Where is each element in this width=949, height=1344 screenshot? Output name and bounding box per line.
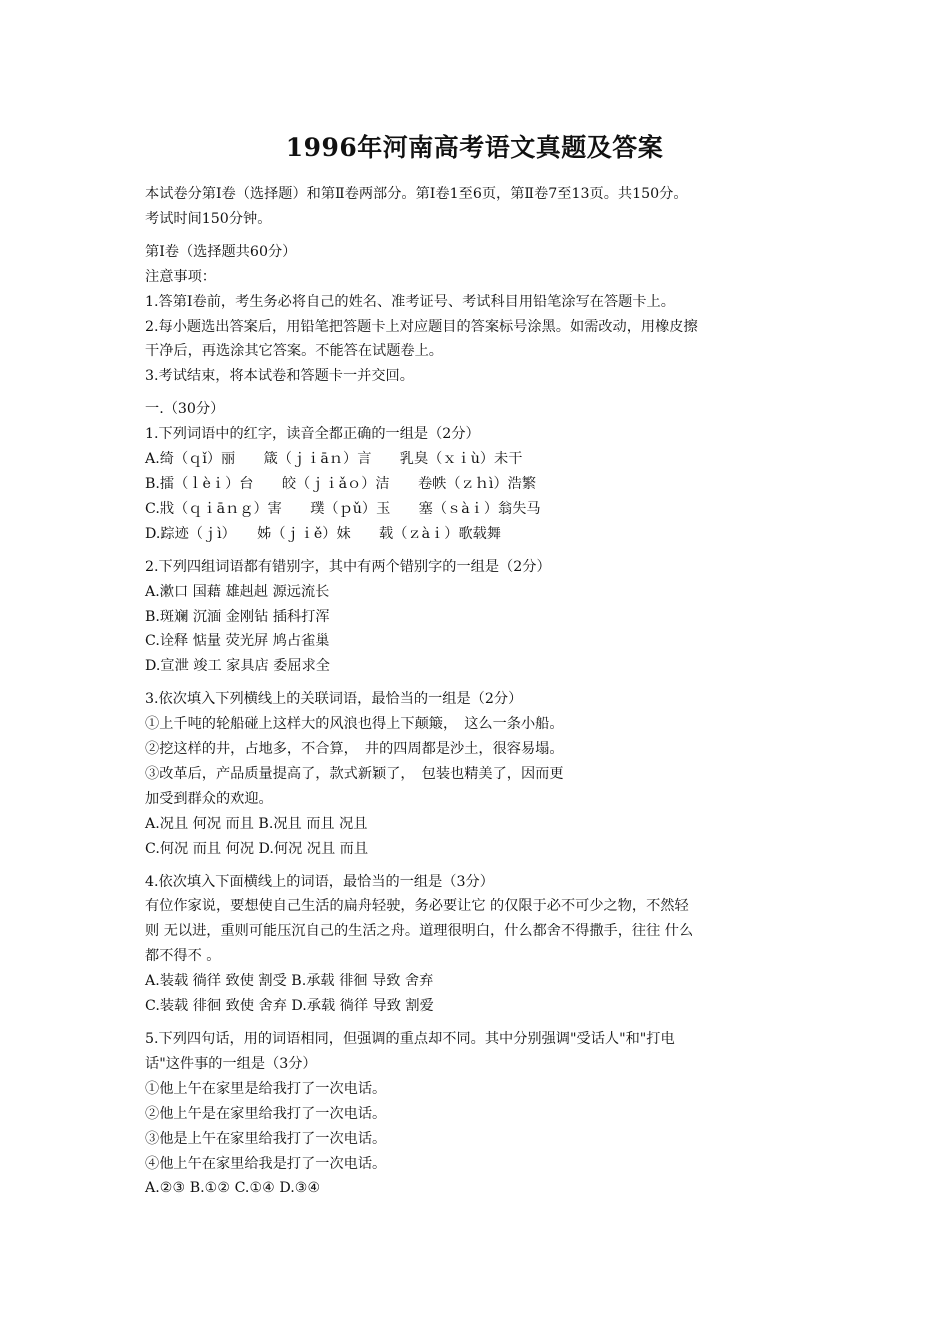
question-line: 都不得不 。 [145,948,221,965]
notes-label: 注意事项： [145,268,216,285]
question-line: 则 无以进，重则可能压沉自己的生活之舟。道理很明白，什么都舍不得撒手，往往 什么 [145,923,694,940]
note-line: 1.答第Ⅰ卷前，考生务必将自己的姓名、准考证号、考试科目用铅笔涂写在答题卡上。 [145,293,675,310]
option-line: A.漱口 国藉 雄赳赳 源远流长 [145,583,330,600]
option-line: A.②③ B.①② C.①④ D.③④ [145,1180,321,1197]
intro-line: 考试时间150分钟。 [145,210,272,227]
note-line: 2.每小题选出答案后，用铅笔把答题卡上对应题目的答案标号涂黑。如需改动，用橡皮擦 [145,318,698,335]
question-line: ①他上午在家里是给我打了一次电话。 [145,1080,387,1097]
question [145,870,825,1019]
section-notes [145,240,825,389]
option-line: C.诠释 惦量 荧光屏 鸠占雀巢 [145,633,330,650]
question-line: 有位作家说，要想使自己生活的扁舟轻驶，务必要让它 的仅限于必不可少之物，不然轻 [145,898,689,915]
option-line: A.绮（ｑǐ）丽 箴（ｊｉāｎ）言 乳臭（ｘｉù）未干 [145,451,523,468]
question [145,687,825,861]
option-line: D.宣泄 竣工 家具店 委屈求全 [145,658,330,675]
option-line: A.况且 何况 而且 B.况且 而且 况且 [145,815,368,832]
option-line: D.踪迹（ｊì） 姊（ｊｉě）妹 载（ｚàｉ）歌载舞 [145,525,501,542]
question-line: 3.依次填入下列横线上的关联词语，最恰当的一组是（2分） [145,691,523,708]
intro-line: 本试卷分第Ⅰ卷（选择题）和第Ⅱ卷两部分。第Ⅰ卷1至6页，第Ⅱ卷7至13页。共150分。 [145,186,688,202]
question [145,1027,825,1201]
option-line: C.装载 徘徊 致使 舍弃 D.承载 徜徉 导致 割爱 [145,998,434,1015]
question-line: ③改革后，产品质量提高了，款式新颖了， 包装也精美了，因而更 [145,765,564,782]
option-line: B.斑斓 沉湎 金刚钻 插科打浑 [145,608,330,625]
question-line: 4.依次填入下面横线上的词语，最恰当的一组是（3分） [145,873,494,890]
question-line: ②他上午是在家里给我打了一次电话。 [145,1105,387,1122]
question-line: 2.下列四组词语都有错别字，其中有两个错别字的一组是（2分） [145,558,551,575]
page-title: 1996年河南高考语文真题及答案 [285,133,664,162]
question-line: ②挖这样的井，占地多，不合算， 井的四周都是沙土，很容易塌。 [145,741,564,758]
question-line: 5.下列四句话，用的词语相同，但强调的重点却不同。其中分别强调"受话人"和"打电 [145,1031,675,1047]
note-line: 干净后，再选涂其它答案。不能答在试题卷上。 [145,343,443,360]
option-line: A.装载 徜徉 致使 割受 B.承载 徘徊 导致 舍弃 [145,973,434,990]
option-line: B.擂（ｌèｉ）台 皎（ｊｉǎｏ）洁 卷帙（ｚｈì）浩繁 [145,475,537,492]
question-line: ④他上午在家里给我是打了一次电话。 [145,1155,387,1172]
part-header: 一.（30分） [145,401,225,418]
question-line: 话"这件事的一组是（3分） [145,1055,317,1072]
section-header: 第Ⅰ卷（选择题共60分） [145,243,297,260]
question-line: 加受到群众的欢迎。 [145,790,273,807]
question-line: ③他是上午在家里给我打了一次电话。 [145,1130,387,1147]
option-line: C.何况 而且 何况 D.何况 况且 而且 [145,840,369,857]
intro [145,182,825,232]
question-line: ①上千吨的轮船碰上这样大的风浪也得上下颠簸， 这么一条小船。 [145,716,564,733]
option-line: C.戕（ｑｉāｎｇ）害 璞（ｐǔ）玉 塞（ｓàｉ）翁失马 [145,500,541,517]
question-line: 1.下列词语中的红字，读音全都正确的一组是（2分） [145,426,480,443]
question [145,422,825,547]
note-line: 3.考试结束，将本试卷和答题卡一并交回。 [145,368,414,385]
document-body [145,182,825,1201]
question [145,555,825,680]
